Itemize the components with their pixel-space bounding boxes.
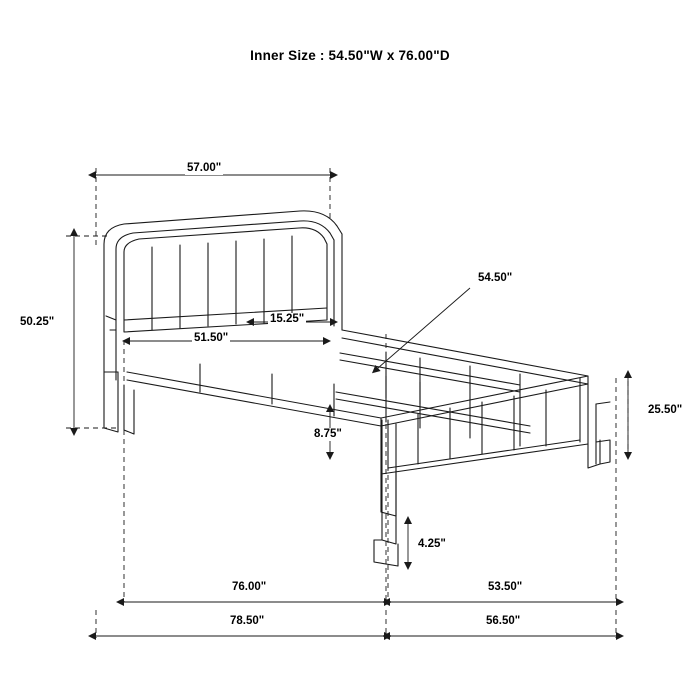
dimension-label-rail-height: 8.75": [314, 428, 342, 440]
bed-outline: [104, 211, 610, 566]
dimension-label-headboard-width: 57.00": [187, 162, 222, 174]
dimension-label-panel-inner-width: 51.50": [194, 332, 229, 344]
dimension-label-leg-clearance: 4.25": [418, 538, 446, 550]
dimension-label-overall-length-left: 78.50": [230, 615, 265, 627]
dimension-label-mattress-width-callout: 54.50": [478, 272, 513, 284]
dimension-label-footboard-height: 25.50": [648, 404, 683, 416]
dimension-label-footboard-span: 53.50": [488, 581, 523, 593]
dimension-label-headboard-panel-height: 15.25": [270, 313, 305, 325]
dimension-label-headboard-height: 50.25": [20, 316, 55, 328]
dimension-label-overall-length-right: 56.50": [486, 615, 521, 627]
dimension-label-side-rail-length: 76.00": [232, 581, 267, 593]
page-title: Inner Size : 54.50"W x 76.00"D: [250, 48, 450, 63]
